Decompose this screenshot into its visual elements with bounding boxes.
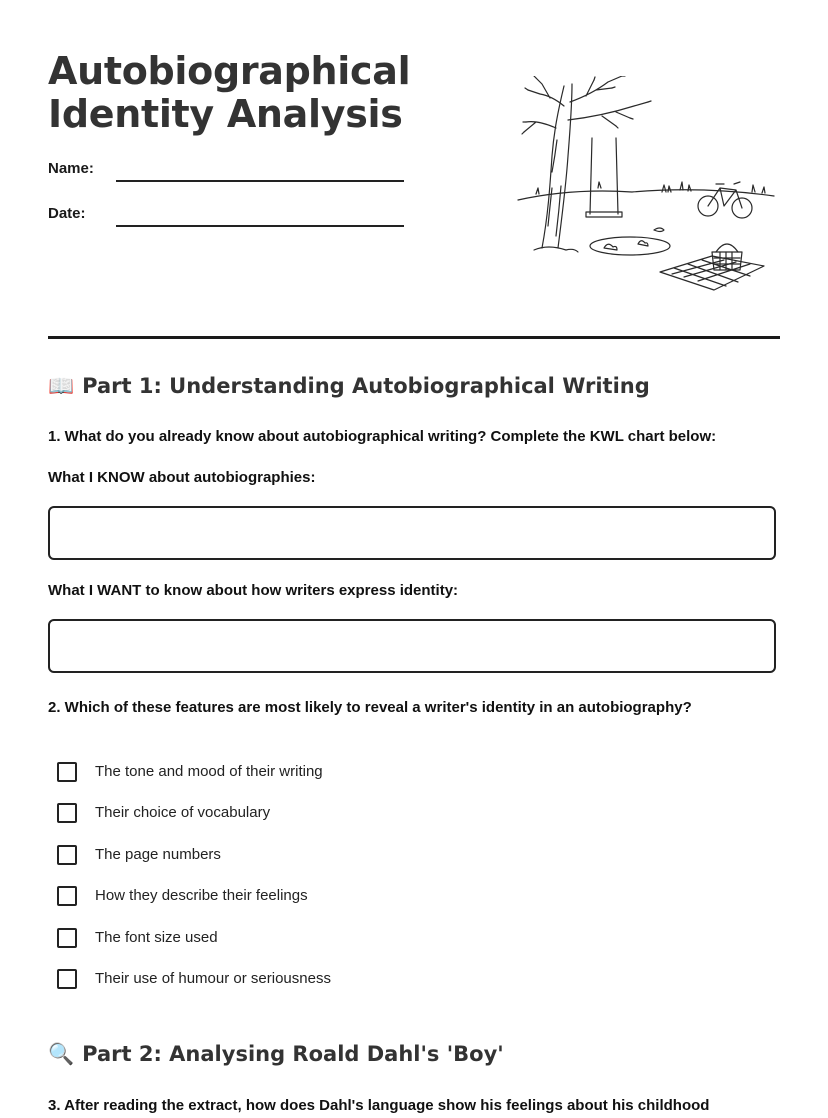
know-label: What I KNOW about autobiographies:	[48, 469, 316, 486]
want-label: What I WANT to know about how writers express identity:	[48, 582, 459, 599]
checkbox[interactable]	[57, 969, 77, 989]
part2-heading	[48, 1042, 504, 1067]
checkbox[interactable]	[57, 845, 77, 865]
ducks	[604, 241, 648, 250]
option-item[interactable]	[57, 845, 657, 886]
date-field-row	[48, 205, 408, 235]
name-field-row	[48, 160, 408, 190]
want-answer-box[interactable]	[48, 619, 776, 673]
option-item[interactable]	[57, 886, 657, 927]
header-divider	[48, 336, 780, 339]
magnifier-icon: 🔍	[48, 1042, 75, 1066]
date-input-line[interactable]	[116, 225, 404, 227]
swing-ropes	[590, 138, 618, 214]
part1-heading	[48, 374, 650, 399]
checkbox[interactable]	[57, 928, 77, 948]
branch-low-left	[524, 122, 556, 132]
leaf-buds	[522, 76, 651, 134]
feature-options-list	[57, 762, 657, 1010]
branch-top	[570, 76, 622, 102]
bird	[654, 228, 664, 232]
bike-frame	[708, 182, 742, 208]
option-item[interactable]	[57, 762, 657, 803]
option-label: The tone and mood of their writing	[95, 763, 323, 780]
branch-left	[528, 78, 564, 106]
date-label: Date:	[48, 205, 86, 222]
name-label: Name:	[48, 160, 94, 177]
title-line-2: Identity Analysis	[48, 92, 403, 136]
question-3: 3. After reading the extract, how does Dahl's language show his feelings about his childhood	[48, 1097, 710, 1114]
part1-heading-text: Part 1: Understanding Autobiographical Writing	[82, 374, 650, 398]
question-1: 1. What do you already know about autobiographical writing? Complete the KWL chart below:	[48, 428, 717, 445]
option-label: The page numbers	[95, 845, 221, 863]
option-label: The font size used	[95, 928, 218, 946]
title-line-1: Autobiographical	[48, 49, 411, 93]
part2-heading-text: Part 2: Analysing Roald Dahl's 'Boy'	[82, 1042, 504, 1066]
branch-right	[568, 102, 648, 126]
checkbox[interactable]	[57, 803, 77, 823]
option-label: How they describe their feelings	[95, 887, 308, 905]
option-item[interactable]	[57, 969, 657, 1010]
know-answer-box[interactable]	[48, 506, 776, 560]
checkbox[interactable]	[57, 762, 77, 782]
option-label: Their use of humour or seriousness	[95, 969, 331, 987]
tree-trunk-right	[558, 84, 572, 248]
basket-handle	[716, 244, 738, 252]
swing-seat	[586, 212, 622, 217]
tree-roots	[534, 247, 578, 252]
worksheet-title	[48, 50, 468, 136]
option-label: Their choice of vocabulary	[95, 804, 271, 822]
option-item[interactable]	[57, 803, 657, 844]
option-item[interactable]	[57, 928, 657, 969]
name-input-line[interactable]	[116, 180, 404, 182]
question-2: 2. Which of these features are most likely to reveal a writer's identity in an autobiography?	[48, 699, 692, 716]
book-icon: 📖	[48, 374, 75, 398]
park-illustration	[512, 76, 780, 296]
puddle	[590, 237, 670, 255]
checkbox[interactable]	[57, 886, 77, 906]
